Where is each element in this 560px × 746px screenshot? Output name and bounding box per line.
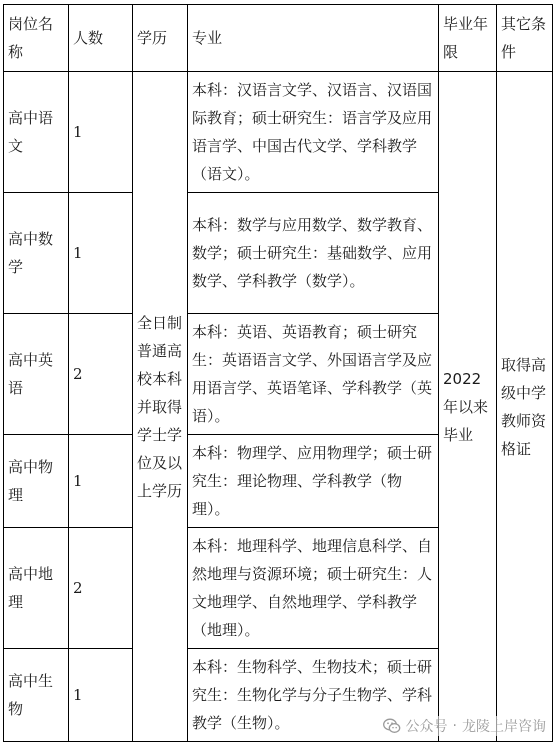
header-education: 学历: [133, 5, 188, 72]
position-cell: 高中英语: [4, 314, 69, 435]
wechat-icon: [383, 718, 401, 734]
major-cell: 本科：物理学、应用物理学；硕士研究生：理论物理、学科教学（物理）。: [188, 435, 439, 528]
count-cell: 1: [69, 193, 133, 314]
major-cell: 本科：数学与应用数学、数学教育、数学；硕士研究生：基础数学、应用数学、学科教学（数学）。: [188, 193, 439, 314]
watermark-channel: 公众号: [405, 719, 448, 735]
count-cell: 1: [69, 435, 133, 528]
graduation-cell: 2022年以来毕业: [439, 72, 497, 742]
wechat-watermark: [383, 716, 546, 736]
education-cell: 全日制普通高校本科并取得学士学位及以上学历: [133, 72, 188, 742]
watermark-separator: ·: [452, 718, 457, 734]
header-position: 岗位名称: [4, 5, 69, 72]
major-cell: 本科：汉语言文学、汉语言、汉语国际教育；硕士研究生：语言学及应用语言学、中国古代文学、学科教学（语文）。: [188, 72, 439, 193]
position-cell: 高中物理: [4, 435, 69, 528]
major-cell: 本科：地理科学、地理信息科学、自然地理与资源环境；硕士研究生：人文地理学、自然地理学、学科教学（地理）。: [188, 528, 439, 649]
count-cell: 1: [69, 649, 133, 742]
count-cell: 2: [69, 528, 133, 649]
position-cell: 高中语文: [4, 72, 69, 193]
major-cell: 本科：生物科学、生物技术；硕士研究生：生物化学与分子生物学、学科教学（生物）。: [188, 649, 439, 742]
other-cell: 取得高级中学教师资格证: [497, 72, 553, 742]
table-row: [4, 72, 553, 193]
header-other: 其它条件: [497, 5, 553, 72]
count-cell: 2: [69, 314, 133, 435]
header-row: [4, 5, 553, 72]
position-cell: 高中生物: [4, 649, 69, 742]
recruitment-table: [3, 4, 553, 742]
watermark-account: 龙陵上岸咨询: [462, 719, 546, 735]
major-cell: 本科：英语、英语教育；硕士研究生：英语语言文学、外国语言学及应用语言学、英语笔译、学科教学（英语）。: [188, 314, 439, 435]
header-count: 人数: [69, 5, 133, 72]
position-cell: 高中数学: [4, 193, 69, 314]
header-major: 专业: [188, 5, 439, 72]
position-cell: 高中地理: [4, 528, 69, 649]
header-graduation: 毕业年限: [439, 5, 497, 72]
count-cell: 1: [69, 72, 133, 193]
